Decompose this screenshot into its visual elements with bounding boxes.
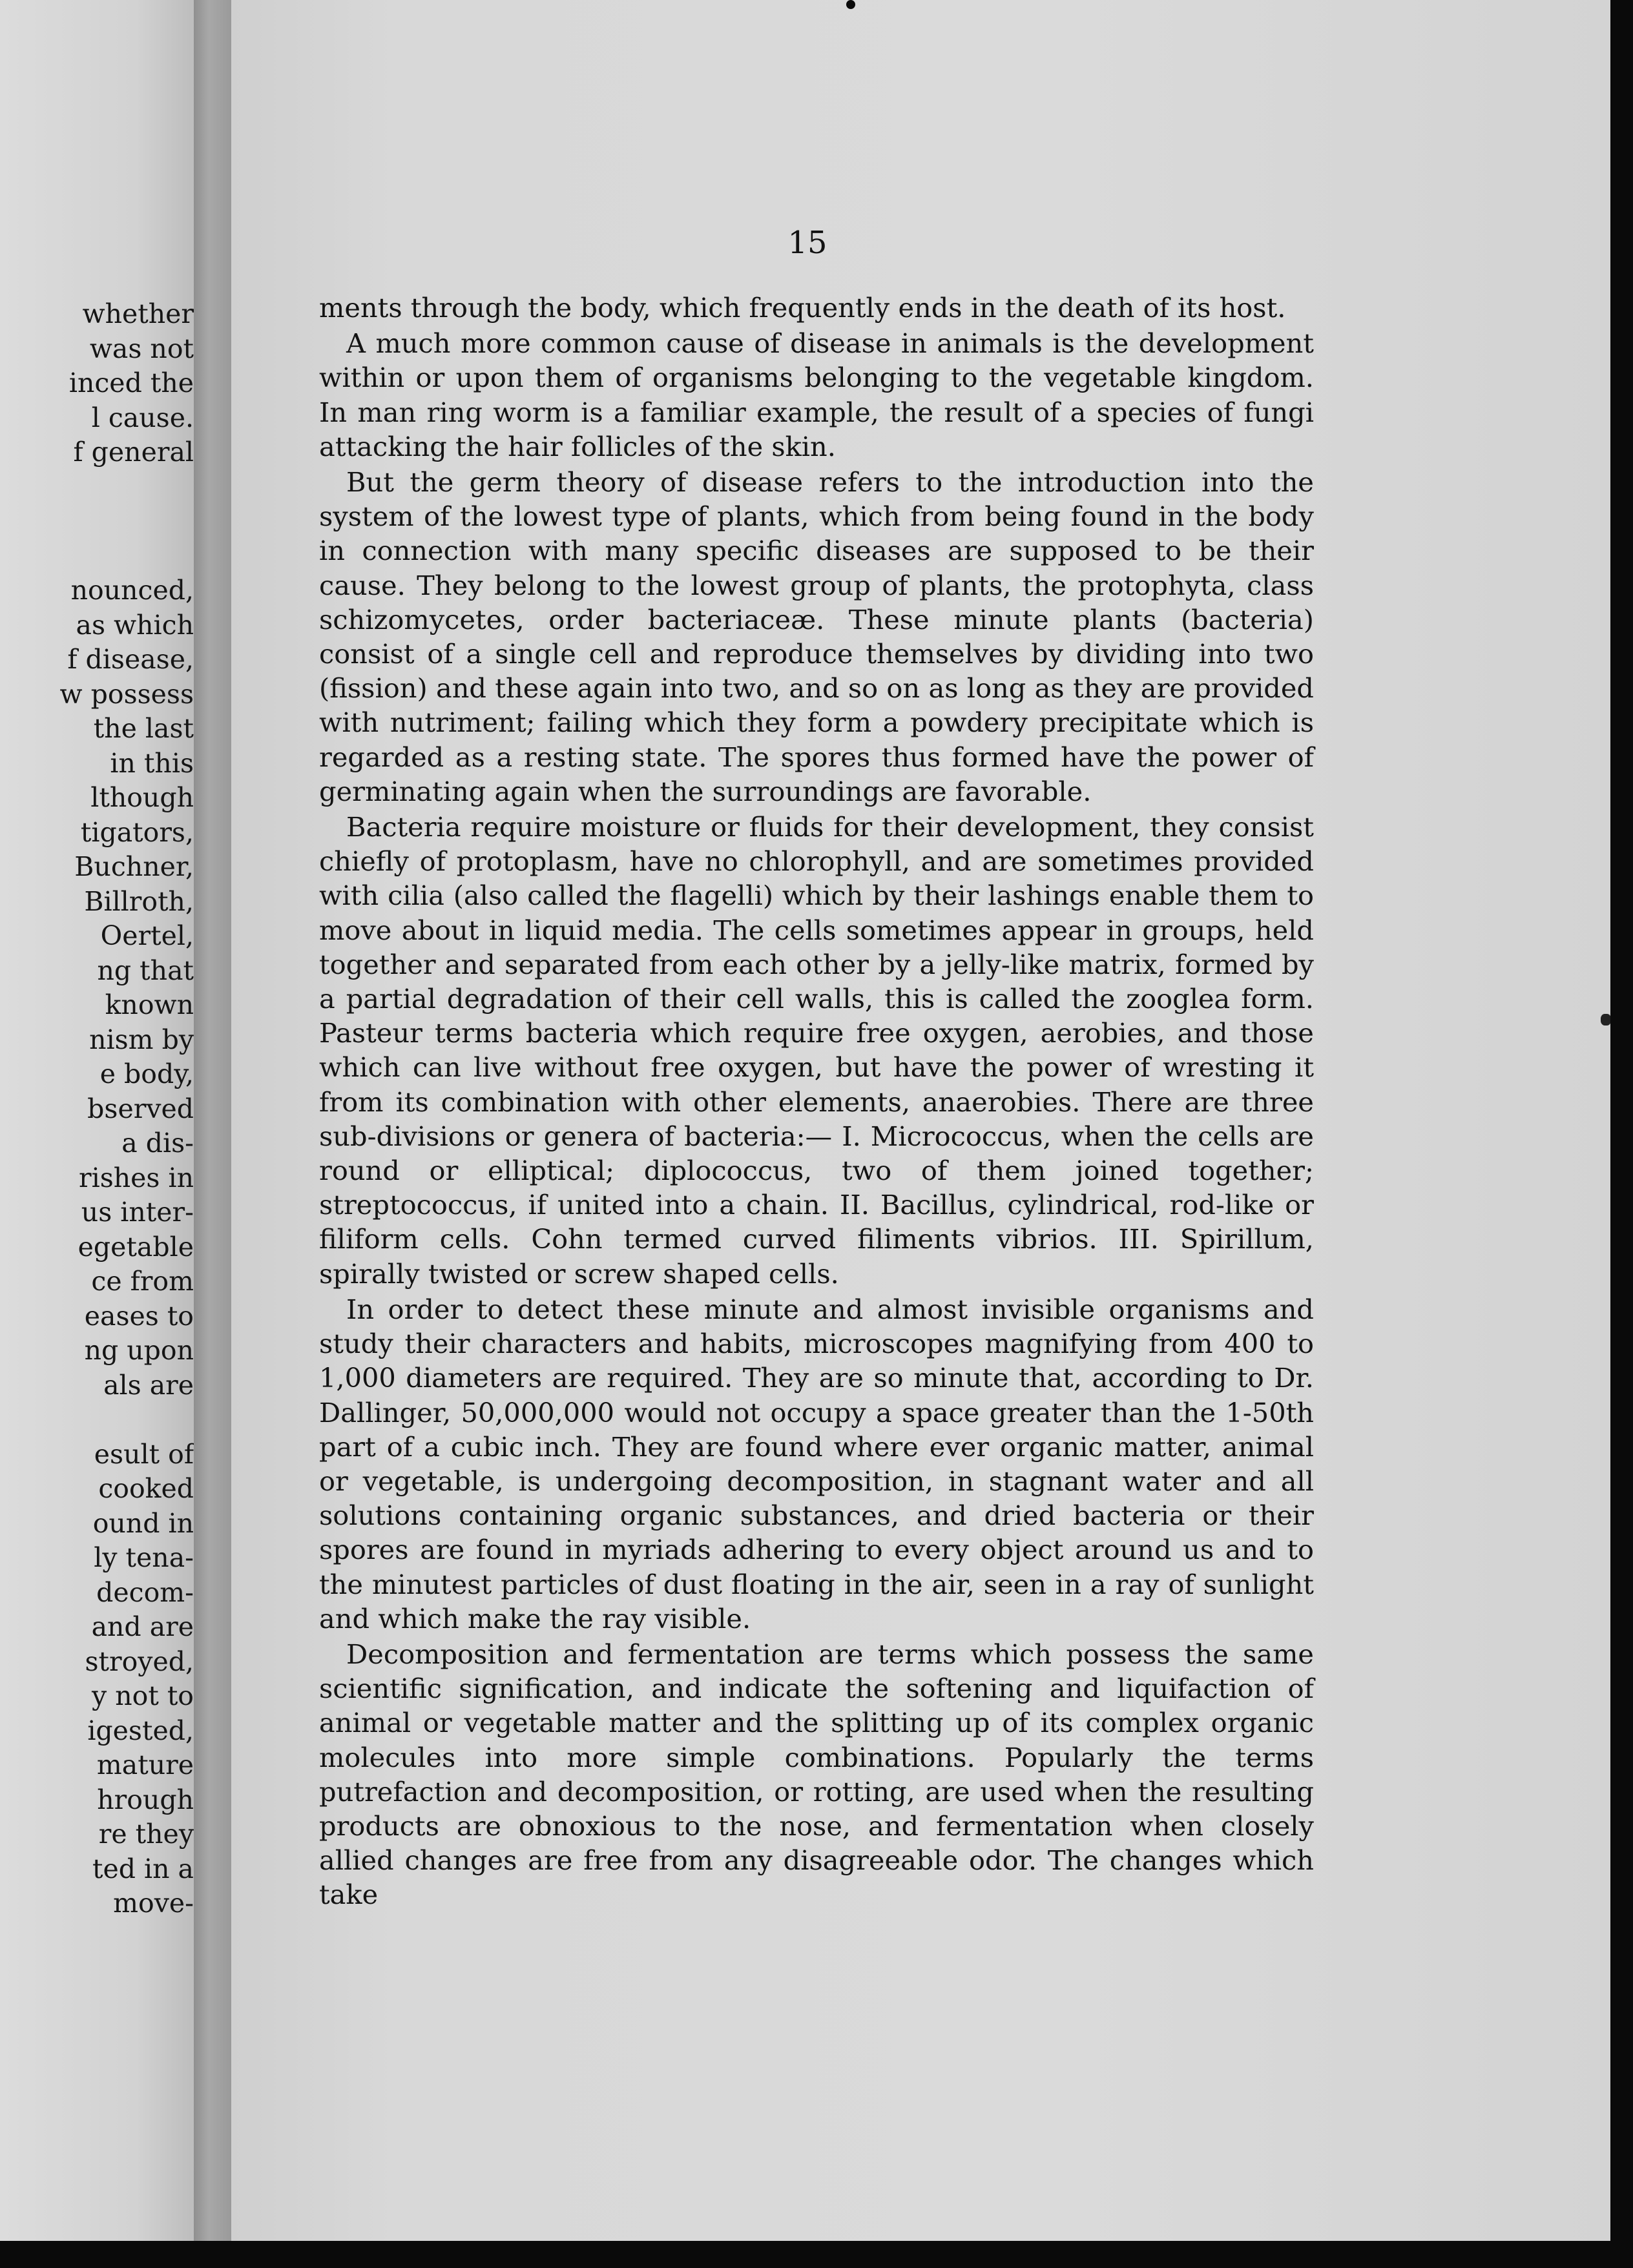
paragraph: Bacteria require moisture or fluids for their development, they consist chiefly of protoplasm, have no chlorophyll, and are sometimes provided with cilia (also called the flagelli) which by their lashings enable them to move about in liquid media. The cells sometimes appear in groups, held together and separated from each other by a jelly-like matrix, formed by a partial degradation of their cell walls, this is called the zooglea form. Pasteur terms bacteria which require free oxygen, aerobies, and those which can live without free oxygen, but have the power of wresting it from its combination with other elements, anaerobies. There are three sub-divisions or genera of bacteria:— I. Micrococcus, when the cells are round or elliptical; diplococcus, two of them joined together; streptococcus, if united into a chain. II. Bacillus, cylindrical, rod-like or filiform cells. Cohn termed curved filiments vibrios. III. Spirillum, spirally twisted or screw shaped cells. xyxy=(319,811,1314,1290)
facing-page-line: as which xyxy=(76,609,194,641)
body-text xyxy=(319,291,1314,1912)
paragraph: ments through the body, which frequently ends in the death of its host. xyxy=(319,292,1286,324)
facing-page-line: stroyed, xyxy=(85,1645,194,1677)
paragraph: But the germ theory of disease refers to the introduction into the system of the lowest type of plants, which from being found in the body in connection with many specific diseases are supposed to be their cause. They belong to the lowest group of plants, the protophyta, class schizomycetes, order bacteriaceæ. These minute plants (bacteria) consist of a single cell and reproduce themselves by dividing into two (fission) and these again into two, and so on as long as they are provided with nutriment; failing which they form a powdery precipitate which is regarded as a resting state. The spores thus formed have the power of germinating again when the surroundings are favorable. xyxy=(319,466,1314,807)
page-number: 15 xyxy=(787,225,827,261)
facing-page-line: Oertel, xyxy=(100,920,194,951)
facing-page-line: w possess xyxy=(59,678,194,710)
facing-page-line: whether xyxy=(82,298,194,329)
facing-page-line: ound in xyxy=(92,1507,194,1539)
facing-page-line: Billroth, xyxy=(84,885,194,917)
facing-page-line: bserved xyxy=(87,1093,194,1124)
facing-page-line: esult of xyxy=(94,1438,194,1470)
scan-border-bottom xyxy=(0,2241,1633,2268)
facing-page-line: the last xyxy=(93,713,194,744)
facing-page-line: move- xyxy=(113,1888,194,1919)
facing-page-line: y not to xyxy=(92,1680,194,1711)
facing-page-line: known xyxy=(105,989,194,1020)
facing-page-line: Buchner, xyxy=(74,851,194,882)
facing-page-line: f disease, xyxy=(67,644,194,675)
facing-page-line: ng upon xyxy=(84,1335,194,1366)
facing-page-line: in this xyxy=(110,747,194,779)
facing-page-line: and are xyxy=(91,1611,194,1642)
facing-page-line: decom- xyxy=(96,1576,194,1608)
facing-page-line: f general xyxy=(73,437,194,468)
facing-page-line: ng that xyxy=(97,954,194,986)
facing-page-line: was not xyxy=(89,333,194,364)
facing-page-line: nounced, xyxy=(70,575,194,606)
facing-page-line: als are xyxy=(103,1369,194,1401)
facing-page-line: igested, xyxy=(87,1715,194,1746)
facing-page-line: us inter- xyxy=(81,1197,194,1228)
facing-page-line: re they xyxy=(98,1819,194,1850)
paragraph: A much more common cause of disease in animals is the development within or upon them of organisms belonging to the vegetable kingdom. In man ring worm is a familiar example, the result of a species of fungi attacking the hair follicles of the skin. xyxy=(319,327,1314,462)
facing-page-line: ted in a xyxy=(92,1853,194,1884)
facing-page-line: a dis- xyxy=(121,1128,194,1159)
facing-page-line: inced the xyxy=(68,367,194,398)
facing-page-line: e body, xyxy=(99,1058,194,1089)
facing-page-line: ce from xyxy=(91,1266,194,1297)
facing-page-line: ly tena- xyxy=(94,1542,194,1573)
paragraph: Decomposition and fermentation are terms which possess the same scientific signification, and indicate the softening and liquifaction of animal or vegetable matter and the splitting up of its complex organic molecules into more simple combinations. Popularly the terms putrefaction and decomposition, or rotting, are used when the resulting products are obnoxious to the nose, and fermentation when closely allied changes are free from any disagreeable odor. The changes which take xyxy=(319,1638,1314,1911)
facing-page-line: tigators, xyxy=(80,816,194,848)
scan-speck xyxy=(1601,1014,1611,1026)
facing-page-line: rishes in xyxy=(78,1162,194,1193)
facing-page-line: mature xyxy=(96,1749,194,1780)
facing-page-line: eases to xyxy=(84,1300,194,1332)
facing-page-line: egetable xyxy=(78,1231,194,1263)
facing-page-line: hrough xyxy=(97,1784,194,1815)
book-gutter xyxy=(194,0,231,2241)
facing-page-fragment xyxy=(0,0,194,2241)
scan-speck xyxy=(846,0,855,9)
scan-border-right xyxy=(1610,0,1633,2268)
facing-page-text xyxy=(0,297,194,1921)
facing-page-line: lthough xyxy=(90,782,194,813)
facing-page-line: nism by xyxy=(89,1024,194,1055)
facing-page-line: cooked xyxy=(98,1473,194,1504)
paragraph: In order to detect these minute and almost invisible organisms and study their characters and habits, microscopes magnifying from 400 to 1,000 diameters are required. They are so minute that, according to Dr. Dallinger, 50,000,000 would not occupy a space greater than the 1-50th part of a cubic inch. They are found where ever organic matter, animal or vegetable, is undergoing decomposition, in stagnant water and all solutions containing organic substances, and dried bacteria or their spores are found in myriads adhering to every object around us and to the minutest particles of dust floating in the air, seen in a ray of sunlight and which make the ray visible. xyxy=(319,1293,1314,1634)
facing-page-line: l cause. xyxy=(91,402,194,433)
